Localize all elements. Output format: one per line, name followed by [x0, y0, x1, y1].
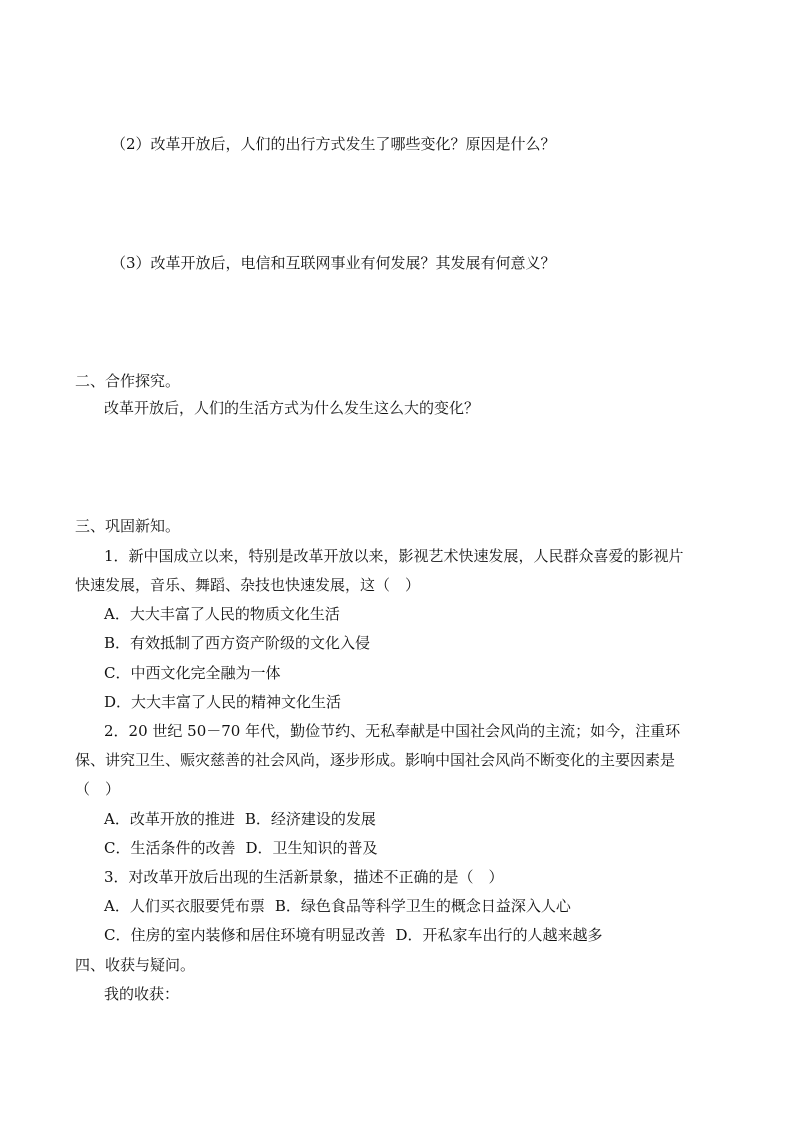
mc3-stem: 3．对改革开放后出现的生活新景象，描述不正确的是（ ）: [104, 868, 504, 886]
mc1-option-c: C．中西文化完全融为一体: [104, 664, 281, 682]
mc2-stem-line1: 2．20 世纪 50－70 年代，勤俭节约、无私奉献是中国社会风尚的主流；如今，注重环: [104, 722, 681, 740]
mc1-option-b: B．有效抵制了西方资产阶级的文化入侵: [104, 634, 371, 652]
question-2-travel: （2）改革开放后，人们的出行方式发生了哪些变化？原因是什么？: [111, 135, 556, 153]
mc2-option-c: C．生活条件的改善: [104, 839, 236, 857]
question-3-telecom: （3）改革开放后，电信和互联网事业有何发展？其发展有何意义？: [111, 254, 556, 272]
mc3-option-d: D．开私家车出行的人越来越多: [395, 926, 603, 944]
mc2-option-d: D．卫生知识的普及: [245, 839, 378, 857]
mc2-stem-line3: （ ）: [75, 780, 121, 798]
mc3-options-row2: [104, 925, 603, 945]
section-4-heading: 四、收获与疑问。: [75, 956, 196, 974]
mc1-stem-line1: 1．新中国成立以来，特别是改革开放以来，影视艺术快速发展，人民群众喜爱的影视片: [104, 547, 684, 565]
section-2-question: 改革开放后，人们的生活方式为什么发生这么大的变化？: [104, 399, 480, 417]
mc2-option-a: A．改革开放的推进: [104, 810, 235, 828]
harvest-label: 我的收获：: [104, 985, 180, 1003]
mc1-option-a: A．大大丰富了人民的物质文化生活: [104, 605, 340, 623]
mc2-stem-line2: 保、讲究卫生、赈灾慈善的社会风尚，逐步形成。影响中国社会风尚不断变化的主要因素是: [75, 751, 676, 769]
mc1-stem-line2: 快速发展，音乐、舞蹈、杂技也快速发展，这（ ）: [75, 576, 421, 594]
mc3-option-c: C．住房的室内装修和居住环境有明显改善: [104, 926, 386, 944]
mc1-option-d: D．大大丰富了人民的精神文化生活: [104, 693, 342, 711]
section-3-heading: 三、巩固新知。: [75, 517, 181, 535]
section-2-heading: 二、合作探究。: [75, 372, 181, 390]
mc3-options-row1: [104, 896, 571, 916]
mc3-option-b: B．绿色食品等科学卫生的概念日益深入人心: [274, 897, 571, 915]
mc2-options-row1: [104, 809, 376, 829]
mc2-options-row2: [104, 838, 378, 858]
mc2-option-b: B．经济建设的发展: [244, 810, 376, 828]
mc3-option-a: A．人们买衣服要凭布票: [104, 897, 265, 915]
